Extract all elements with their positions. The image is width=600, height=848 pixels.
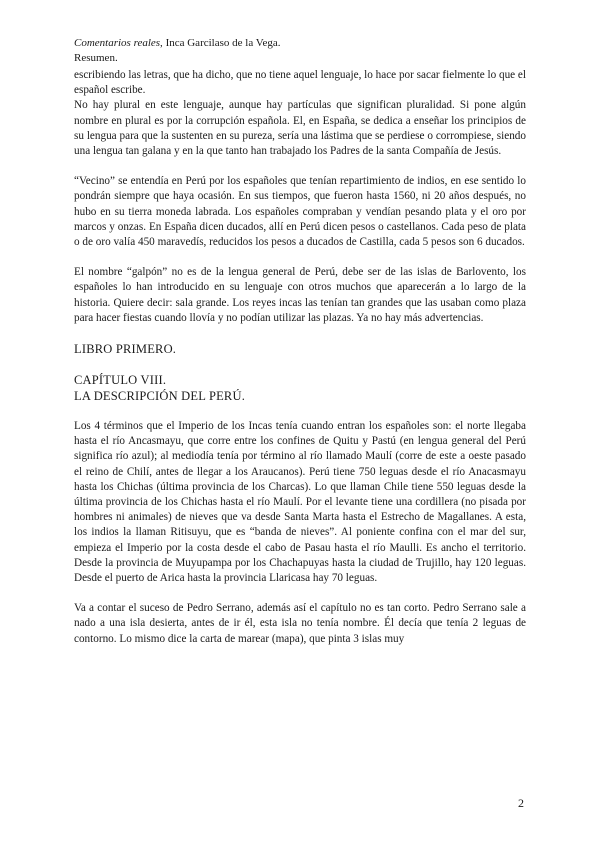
- chapter-heading: CAPÍTULO VIII.: [74, 373, 167, 388]
- running-header: [74, 36, 281, 66]
- paragraph-terminos: Los 4 términos que el Imperio de los Incas tenía cuando entran los españoles son: el norte llegaba hasta el río Ancasmayu, que corre entre los confines de Quitu y Pastú (en lengua general del Perú significa río azul); al mediodía tenía por término al río llamado Maulí (corre de este a oeste pasado el reino de Chilí, antes de llegar a los Araucanos). Perú tiene 750 leguas desde el río Anacasmayu hasta los Chichas (última provincia de los Charcas). Lo que llaman Chile tiene 550 leguas desde la última provincia de los Chichas hasta el río Maulí. Por el levante tiene una cordillera (no pisada por hombres ni animales) de nieves que va desde Santa Marta hasta el Estrecho de Magallanes. A esta, los indios la llaman Ritisuyu, que es “banda de nieves”. Al poniente confina con el mar del sur, empieza el Imperio por la costa desde el cabo de Pasau hasta el río Maulli. Es ancho el territorio. Desde la provincia de Muyupampa por los Chachapuyas hasta la ciudad de Trujillo, hay 120 leguas. Desde el puerto de Arica hasta la provincia Llaricasa hay 70 leguas.: [74, 420, 526, 585]
- book-heading: LIBRO PRIMERO.: [74, 342, 177, 357]
- header-subtitle: Resumen.: [74, 52, 118, 64]
- page-number: 2: [518, 796, 524, 810]
- header-title-author: Inca Garcilaso de la Vega.: [162, 37, 281, 49]
- paragraph-continuation: escribiendo las letras, que ha dicho, que no tiene aquel lenguaje, lo hace por sacar fielmente lo que el español escribe.: [74, 69, 526, 97]
- header-title-italic: Comentarios reales,: [74, 37, 163, 49]
- paragraph-galpon: El nombre “galpón” no es de la lengua general de Perú, debe ser de las islas de Barlovento, los españoles lo han introducido en su lenguaje con otros muchos que aparecerán a lo largo de la historia. Quiere decir: sala grande. Los reyes incas las tenían tan grandes que las usaban como plaza para hacer fiestas cuando llovía y no podían utilizar las plazas. Ya no hay más advertencias.: [74, 266, 526, 324]
- paragraph-serrano: Va a contar el suceso de Pedro Serrano, además así el capítulo no es tan corto. Pedro Serrano sale a nado a una isla desierta, antes de ir él, esta isla no tenía nombre. Él decía que tenía 2 leguas de contorno. Lo mismo dice la carta de marear (mapa), que pinta 3 islas muy: [74, 602, 526, 645]
- paragraph-vecino: “Vecino” se entendía en Perú por los españoles que tenían repartimiento de indios, en ese sentido lo pondrán siempre que haya ocasión. En sus tiempos, que fueron hasta 1560, ni 20 años después, no hubo en su tierra moneda labrada. Los españoles compraban y vendían pesando plata y el oro por marcos y onzas. En España dicen ducados, allí en Perú dicen pesos o castellanos. Cada peso de plata o de oro valía 450 maravedís, reducidos los pesos a ducados de Castilla, cada 5 pesos son 6 ducados.: [74, 175, 526, 249]
- chapter-title: LA DESCRIPCIÓN DEL PERÚ.: [74, 389, 246, 404]
- document-body: [74, 68, 526, 647]
- paragraph-plural: No hay plural en este lenguaje, aunque hay partículas que significan pluralidad. Si pone algún nombre en plural es por la corrupción española. El, en España, se dedica a enseñar los principios de su lengua para que la sustenten en su pureza, sería una lástima que se perdiese o corrompiese, siendo una lengua tan galana y en la que tanto han trabajado los Padres de la santa Compañía de Jesús.: [74, 99, 526, 158]
